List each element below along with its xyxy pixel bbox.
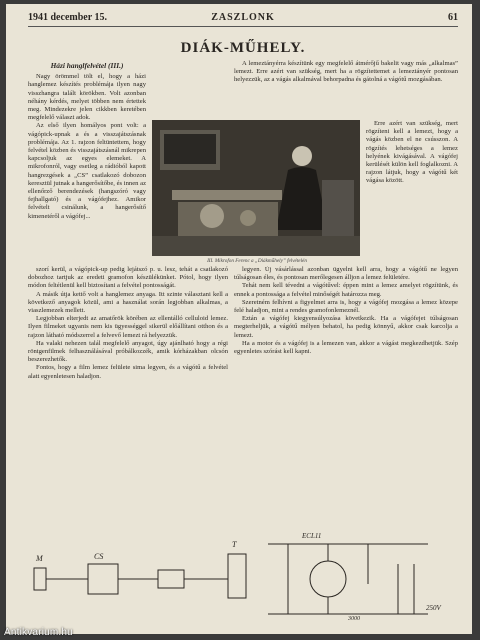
column-bottom-right [234,266,458,524]
paragraph: Az első ilyen homályos pont volt: a vágópick-upnak a és a visszajátszásnak problémája. Az 1. rajzon feltüntettem, hogy felvétel közben és visszajátszásnál mikrepen kapcsoljuk az egyes elemeket. A mikrofonról, vagy esetleg a rádióból kapott hangrezgések a „CS” csatlakozó dobozon keresztül jutnak a hangerősítőbe, és innen az ellenőrző berendezések (hangszóró vagy fejhallgató) és a vágófejhez. Amikor felvételt csinálunk, a hangerősítő kimenetéről a vágófej... [28,122,146,220]
diagram-label-voltage: 250V [426,604,441,612]
diagram-label-t: T [232,540,237,549]
page-number: 61 [448,12,458,23]
paragraph: Tehát nem kell tévedni a vágótűvel: éppen mint a lemez amelyet rögzítünk, és ennek a pontossága a felvétel minőségét határozza meg. [234,282,458,298]
paragraph: A lemeztányérra készítünk egy megfelelő átmérőjű bakelit vagy más „alkalmas” lemezt. Erre azért van szükség, mert ha a rögzítettemet a lemeztányér pontosan helyezzük, az a vágás alkalmával behorpadna és gátolná a vágótű mozgásában. [234,60,458,84]
article-subtitle: Házi hanglfelvétel (III.) [50,61,124,70]
paragraph: Eztán a vágófej kiegyensúlyozása következik. Ha a vágófejet túlságosan megterheljük, a vágótű mélyen behatol, ha pedig könnyű, akkor csak karcolja a lemezt. [234,315,458,339]
paragraph: Szeretném felhívni a figyelmet arra is, hogy a vágófej mozgása a lemez közepe felé haladjon, mint a rendes gramofonlemeznél. [234,298,458,315]
paragraph: legyen. Új vásárlással azonban ügyelni kell arra, hogy a vágótű ne legyen túlságosan éles, és pontosan merőlegesen álljon a lemez felületére. [234,266,458,282]
diagram-label-tube: ECL11 [302,532,322,540]
magazine-name: ZASZLONK [211,12,275,23]
paragraph: szorí kerül, a vágópick-up pedig lejátszó p. u. lesz, tehát a csatlakozó dobozhoz tartjuk az eredeti gramofon készülékünket. Pótol, hogy ilyen módon feltétlenül kell biztosítani a felvétel pontosságát. [28,266,228,290]
paragraph: Erre azért van szükség, mert rögzíteni kell a lemezt, hogy a vágás közben el ne csússzon. A rögzítés lehetséges a lemez helyének kivágásával. A vágófej kerülését külön kell foglalkozni. A rajzon látjuk, hogy a vágótű két vágása között. [366,120,458,185]
issue-date: 1941 december 15. [28,12,107,23]
column-bottom-left [28,266,228,524]
magazine-page [6,4,472,634]
diagram-label-ohm: 3000 [348,616,360,622]
paragraph: Nagy örömmel tölt el, hogy a házi hanglemez készítés problémája ilyen nagy visszhangra talált körökben. Volt azonban néhány kérdés, melyet többen nem értettek meg. Mindezekre jelen cikkben keretében megfelelő választ adok. [28,73,146,122]
paragraph: Legjobban elterjedt az amatőrök körében az ellentálló celluloid lemez. Ilyen filmeket ugyanis nem kis ügyességgel sikerül előállítani otthon és a rajzon látható módszerrel a felvevő lemezt rá helyezzük. [28,315,228,339]
header-rule [28,26,458,27]
paragraph: Ha valaki nehezen talál megfelelő anyagot, úgy ajánlható hogy a régi röntgenfilmek felhasználásával próbálkozzék, amik kórházakban olcsón beszerezhetők. [28,339,228,364]
paragraph: Fontos, hogy a film lemez felülete sima legyen, és a vágótű a felvétel alatt egyenletesen haladjon. [28,364,228,380]
diagram-label-m: M [36,554,43,563]
column-right-narrow [366,120,458,262]
article-photo [152,120,360,256]
paragraph: Ha a motor és a vágófej is a lemezen van, akkor a vágást megkezdhetjük. Szép egyenletes szórást kell kapni. [234,339,458,356]
running-header [28,12,458,26]
watermark: Antikvarium.hu [4,627,73,638]
paragraph: A másik útja kettő volt a hanglemez anyaga. Itt szinte választani kell a következő anyagok közül, ami a használat során legjobban alkalmas, a viaszlemezek mellett. [28,290,228,315]
photo-caption: III. Mikrofon Ferenc a „Diákműhely” felvételén [207,258,307,264]
article-title: DIÁK-MŰHELY. [180,40,306,56]
diagram-label-cs: CS [94,552,104,561]
column-left [28,60,146,260]
column-right-top [234,60,458,120]
circuit-diagram [28,524,458,628]
